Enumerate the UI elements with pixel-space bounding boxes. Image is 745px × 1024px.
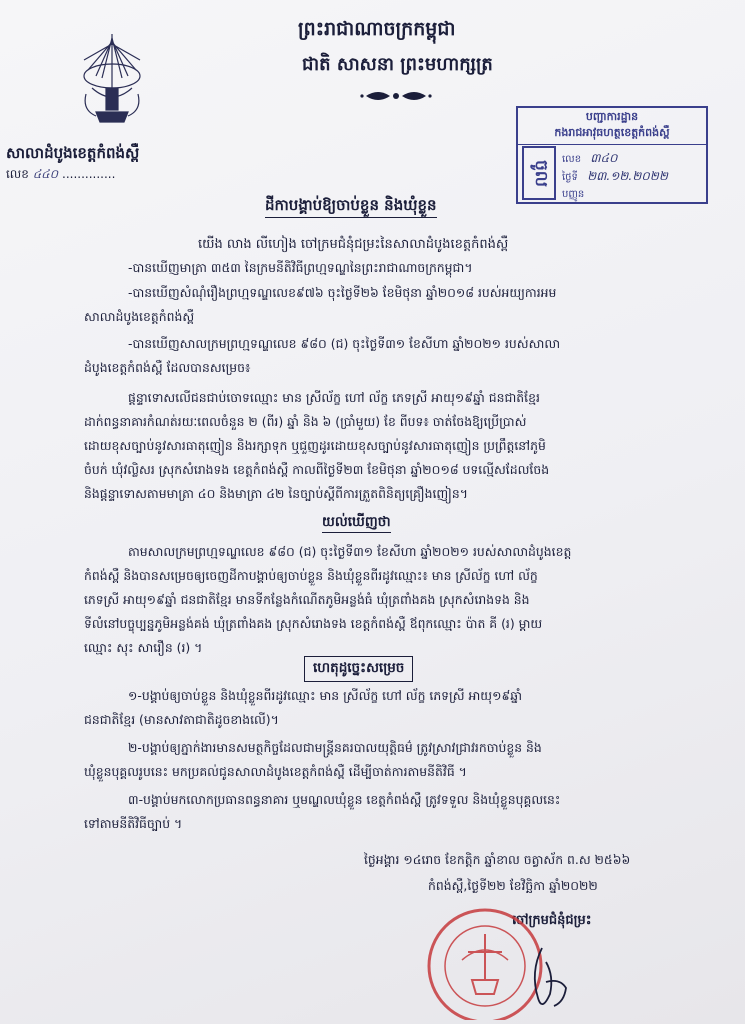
reference-number: លេខ ៤៤០ .............. bbox=[6, 167, 116, 181]
ref-line: សាលាដំបូងខេត្តកំពង់ស្ពឺ bbox=[84, 309, 195, 324]
motto-heading: ជាតិ សាសនា ព្រះមហាក្សត្រ bbox=[302, 54, 493, 75]
stamp-date-label: ថ្ងៃទី bbox=[562, 172, 578, 183]
stamp-date-row bbox=[562, 168, 668, 186]
order-line: ទៅតាមនីតិវិធីច្បាប់ ។ bbox=[84, 816, 183, 831]
stamp-date-value: ២៣.១២.២០២២ bbox=[587, 169, 668, 183]
intro-line: យើង លាង លីហៀង ចៅក្រមជំនុំជម្រះនៃសាលាដំបូងខេត្តកំពង់ស្ពឺ bbox=[198, 237, 509, 252]
place-date: កំពង់ស្ពឺ,ថ្ងៃទី២២ ខែវិច្ឆិកា ឆ្នាំ២០២២ bbox=[428, 878, 598, 893]
signer-title: ចៅក្រមជំនុំជម្រះ bbox=[512, 913, 592, 928]
stamp-number-value: ៣៤០ bbox=[590, 151, 618, 165]
ornament-divider-icon bbox=[360, 88, 432, 104]
verdict-line: ដោយខុសច្បាប់នូវសារធាតុញៀន និងរក្សាទុក ឬជួញដូរដោយខុសច្បាប់នូវសារធាតុញៀន ប្រព្រឹត្តនៅភូមិ bbox=[84, 438, 546, 453]
verdict-line: ចំបក់ ឃុំវល្លិសរ ស្រុកសំរោងទង ខេត្តកំពង់ស្ពឺ កាលពីថ្ងៃទី២៣ ខែមិថុនា ឆ្នាំ២០១៨ បទល្មើសដែលចែង bbox=[84, 462, 550, 477]
stamp-signer-row bbox=[562, 186, 590, 202]
order-line: ៣-បង្គាប់មកលោកប្រធានពន្ធនាគារ ឬមណ្ឌលឃុំខ្លួន ខេត្តកំពង់ស្ពឺ ត្រូវទទួល និងឃុំខ្លួនបុគ្គលនេះ bbox=[128, 792, 561, 807]
stamp-number-row bbox=[562, 150, 617, 168]
section-view-heading: យល់ឃើញថា bbox=[322, 516, 391, 533]
verdict-line: និងផ្តន្ទាទោសតាមមាត្រា ៤០ និងមាត្រា ៤២ នៃច្បាប់ស្តីពីការត្រួតពិនិត្យគ្រឿងញៀន។ bbox=[84, 486, 468, 501]
stamp-number-label: លេខ bbox=[562, 154, 582, 165]
order-line: ឃុំខ្លួនបុគ្គលរូបនេះ មកប្រគល់ជូនសាលាដំបូងខេត្តកំពង់ស្ពឺ ដើម្បីចាត់ការតាមនីតិវិធី ។ bbox=[84, 764, 467, 779]
lunar-date: ថ្ងៃអង្គារ ១៤រោច ខែកត្តិក ឆ្នាំខាល ចត្វាស័ក ព.ស ២៥៦៦ bbox=[364, 852, 631, 867]
section-reasons-heading: ហេតុដូច្នេះសម្រេច bbox=[304, 656, 413, 682]
reference-value: ៤៤០ bbox=[32, 167, 59, 181]
view-line: ឈ្មោះ សុះ សារឿន (រ) ។ bbox=[84, 640, 203, 655]
order-line: ២-បង្គាប់ឲ្យភ្នាក់ងារមានសមត្ថកិច្ចដែលជាមន្ត្រីនគរបាលយុត្តិធម៌ ត្រូវស្រាវជ្រាវរកចាប់ខ្លួន និង bbox=[128, 740, 542, 755]
received-stamp bbox=[516, 106, 708, 204]
stamp-signer-label: បញ្ញូន bbox=[562, 189, 585, 200]
document-title: ដីកាបង្គាប់ឱ្យចាប់ខ្លួន និងឃុំខ្លួន bbox=[265, 196, 437, 214]
verdict-line: ដាក់ពន្ធនាគារកំណត់រយៈពេលចំនួន ២ (ពីរ) ឆ្នាំ និង ៦ (ប្រាំមួយ) ខែ ពីបទ៖ ចាត់ចែងឱ្យប្រើប្រាស់ bbox=[84, 414, 527, 429]
ref-line: -បានឃើញសាលក្រមព្រហ្មទណ្ឌលេខ ៩៨០ (ជ) ចុះថ្ងៃទី៣១ ខែសីហា ឆ្នាំ២០២១ របស់សាលា bbox=[128, 336, 561, 351]
order-line: ១-បង្គាប់ឲ្យចាប់ខ្លួន និងឃុំខ្លួនពីរដូវឈ្មោះ មាន ស្រីល័ក្ខ ហៅ ល័ក្ខ ភេទស្រី អាយុ១៩ឆ្នាំ bbox=[128, 688, 523, 703]
verdict-line: ផ្តន្ទាទោសលើជនជាប់ចោទឈ្មោះ មាន ស្រីល័ក្ខ ហៅ ល័ក្ខ ភេទស្រី អាយុ១៩ឆ្នាំ ជនជាតិខ្មែរ bbox=[128, 390, 540, 405]
view-line: ទីលំនៅបច្ចុប្បន្នភូមិអន្លង់គង់ ឃុំត្រពាំងគង ស្រុកសំរោងទង ខេត្តកំពង់ស្ពឺ ឪពុកឈ្មោះ ប៉ាត គី (រ) ម្ដាយ bbox=[84, 616, 543, 631]
view-line: តាមសាលក្រមព្រហ្មទណ្ឌលេខ ៩៨០ (ជ) ចុះថ្ងៃទី៣១ ខែសីហា ឆ្នាំ២០២១ របស់សាលាដំបូងខេត្ត bbox=[128, 544, 572, 559]
signature-icon bbox=[520, 942, 580, 1016]
order-line: ជនជាតិខ្មែរ (មានសាវតាជាតិដូចខាងលើ)។ bbox=[84, 712, 279, 727]
view-line: កំពង់ស្ពឺ និងបានសម្រេចឲ្យចេញដីកាបង្គាប់ឲ្យចាប់ខ្លួន និងឃុំខ្លួនពីរដូវឈ្មោះ៖ មាន ស្រីល័ក្ខ ហៅ ល័ក្ខ bbox=[84, 568, 538, 583]
stamp-received-label: ចូល bbox=[522, 146, 556, 200]
court-name: សាលាដំបូងខេត្តកំពង់ស្ពឺ bbox=[6, 144, 140, 162]
ref-line: ដំបូងខេត្តកំពង់ស្ពឺ ដែលបានសម្រេច៖ bbox=[84, 360, 251, 375]
ref-line: -បានឃើញមាត្រា ៣៥៣ នៃក្រមនីតិវិធីព្រហ្មទណ្ឌនៃព្រះរាជាណាចក្រកម្ពុជា។ bbox=[128, 260, 473, 275]
ref-line: -បានឃើញសំណុំរឿងព្រហ្មទណ្ឌលេខ៩៧៦ ចុះថ្ងៃទី២៦ ខែមិថុនា ឆ្នាំ២០១៨ របស់អយ្យការអម bbox=[128, 285, 557, 300]
royal-emblem-icon bbox=[78, 30, 146, 128]
stamp-unit-line: បញ្ជាការដ្ឋាន bbox=[585, 110, 639, 123]
stamp-unit-name: កងរាជអាវុធហត្ថខេត្តកំពង់ស្ពឺ bbox=[518, 126, 706, 145]
reference-label: លេខ bbox=[6, 167, 29, 181]
kingdom-heading: ព្រះរាជាណាចក្រកម្ពុជា bbox=[298, 18, 456, 40]
view-line: ភេទស្រី អាយុ១៩ឆ្នាំ ជនជាតិខ្មែរ មានទីកន្លែងកំណើតភូមិអន្លង់ធំ ឃុំត្រពាំងគង ស្រុកសំរោងទង និង bbox=[84, 592, 530, 607]
